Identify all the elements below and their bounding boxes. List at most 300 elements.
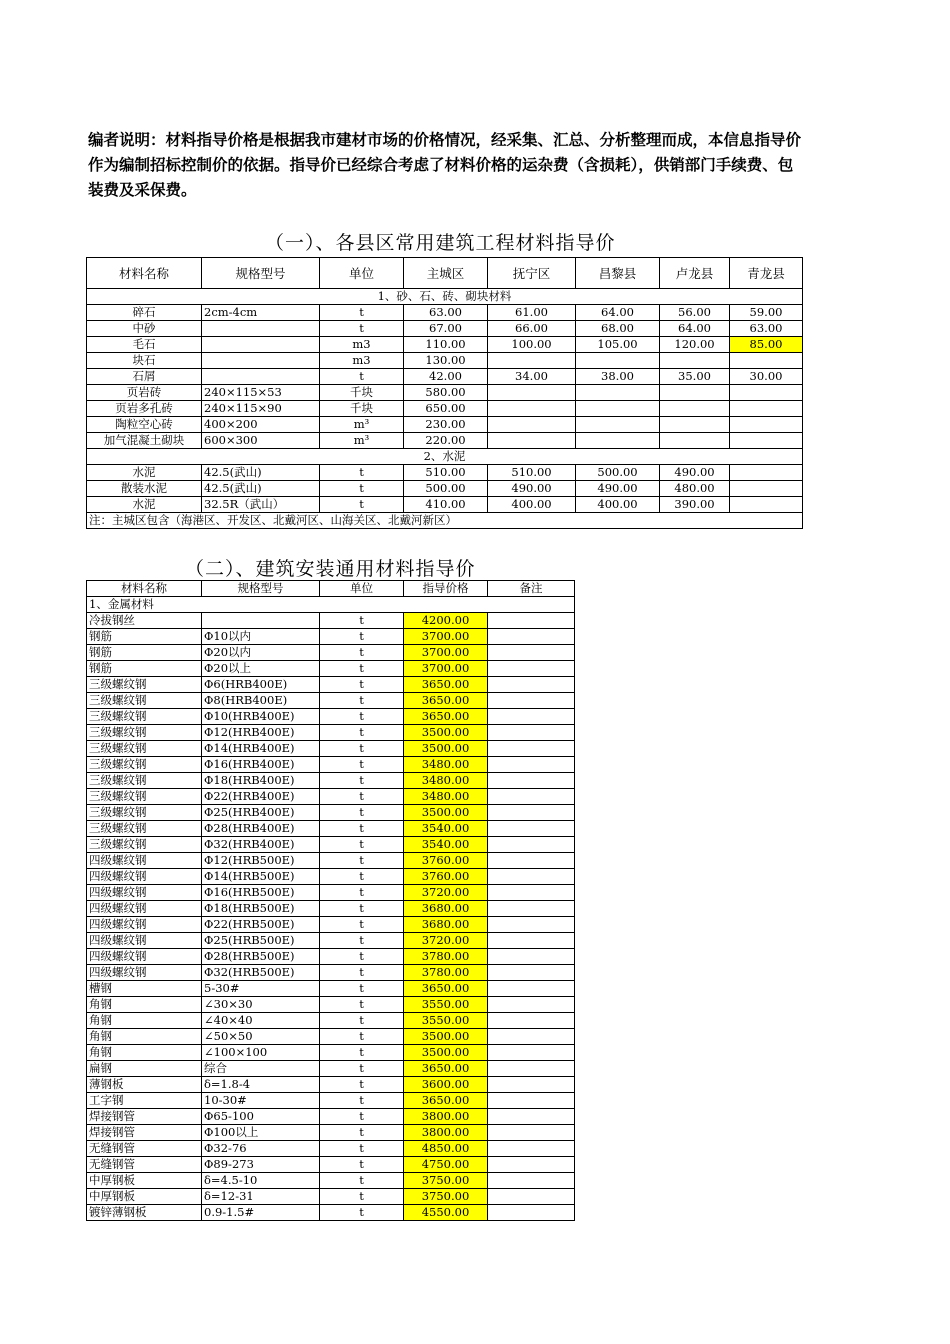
material-name-cell: 无缝钢管 <box>87 1141 202 1157</box>
remark-cell <box>488 661 575 677</box>
price-cell: 3800.00 <box>404 1125 488 1141</box>
spec-cell: Φ18(HRB400E) <box>202 773 320 789</box>
remark-cell <box>488 1061 575 1077</box>
table-note: 注：主城区包含（海港区、开发区、北戴河区、山海关区、北戴河新区） <box>87 513 803 529</box>
table-row <box>87 933 575 949</box>
unit-cell: t <box>320 305 404 321</box>
spec-cell: ∠40×40 <box>202 1013 320 1029</box>
spec-cell: Φ25(HRB400E) <box>202 805 320 821</box>
price-cell: 3650.00 <box>404 693 488 709</box>
unit-cell: t <box>320 709 404 725</box>
remark-cell <box>488 885 575 901</box>
section-label: 2、水泥 <box>87 449 803 465</box>
unit-cell: t <box>320 677 404 693</box>
price-cell: 500.00 <box>576 465 660 481</box>
material-name-cell: 四级螺纹钢 <box>87 949 202 965</box>
price-cell <box>730 401 803 417</box>
unit-cell: t <box>320 757 404 773</box>
price-cell <box>576 353 660 369</box>
remark-cell <box>488 1125 575 1141</box>
remark-cell <box>488 1077 575 1093</box>
remark-cell <box>488 1189 575 1205</box>
price-cell <box>488 433 576 449</box>
material-name-cell: 三级螺纹钢 <box>87 789 202 805</box>
table-row <box>87 965 575 981</box>
table-row <box>87 821 575 837</box>
price-cell: 64.00 <box>576 305 660 321</box>
spec-cell: Φ12(HRB400E) <box>202 725 320 741</box>
remark-cell <box>488 917 575 933</box>
table-row <box>87 869 575 885</box>
table-row <box>87 693 575 709</box>
spec-cell: ∠30×30 <box>202 997 320 1013</box>
material-name-cell: 四级螺纹钢 <box>87 853 202 869</box>
price-cell: 3700.00 <box>404 645 488 661</box>
material-name-cell: 碎石 <box>87 305 202 321</box>
material-name-cell: 四级螺纹钢 <box>87 965 202 981</box>
price-cell <box>660 385 730 401</box>
spec-cell: 32.5R（武山） <box>202 497 320 513</box>
unit-cell: t <box>320 1205 404 1221</box>
price-cell <box>576 385 660 401</box>
price-cell: 110.00 <box>404 337 488 353</box>
unit-cell: m3 <box>320 353 404 369</box>
unit-cell: t <box>320 1125 404 1141</box>
spec-cell: Φ89-273 <box>202 1157 320 1173</box>
remark-cell <box>488 629 575 645</box>
material-name-cell: 槽钢 <box>87 981 202 997</box>
material-name-cell: 钢筋 <box>87 645 202 661</box>
section-row <box>87 289 803 305</box>
material-name-cell: 中厚钢板 <box>87 1189 202 1205</box>
material-name-cell: 四级螺纹钢 <box>87 933 202 949</box>
table-row <box>87 629 575 645</box>
table-row <box>87 1173 575 1189</box>
table-row <box>87 885 575 901</box>
price-cell: 390.00 <box>660 497 730 513</box>
material-name-cell: 中砂 <box>87 321 202 337</box>
price-cell: 3720.00 <box>404 933 488 949</box>
table-row <box>87 465 803 481</box>
table-row <box>87 1061 575 1077</box>
price-cell <box>488 417 576 433</box>
column-header: 单位 <box>320 258 404 289</box>
material-name-cell: 四级螺纹钢 <box>87 885 202 901</box>
price-cell: 3540.00 <box>404 837 488 853</box>
unit-cell: t <box>320 805 404 821</box>
table-row <box>87 305 803 321</box>
remark-cell <box>488 965 575 981</box>
table-row <box>87 805 575 821</box>
material-name-cell: 冷拔钢丝 <box>87 613 202 629</box>
price-cell: 490.00 <box>576 481 660 497</box>
unit-cell: t <box>320 1061 404 1077</box>
table-row <box>87 645 575 661</box>
material-name-cell: 三级螺纹钢 <box>87 693 202 709</box>
material-name-cell: 中厚钢板 <box>87 1173 202 1189</box>
price-cell <box>730 353 803 369</box>
price-cell <box>488 385 576 401</box>
table-row <box>87 497 803 513</box>
price-cell: 67.00 <box>404 321 488 337</box>
spec-cell: Φ6(HRB400E) <box>202 677 320 693</box>
price-cell: 3700.00 <box>404 661 488 677</box>
price-cell <box>488 353 576 369</box>
spec-cell: 10-30# <box>202 1093 320 1109</box>
spec-cell: Φ32(HRB500E) <box>202 965 320 981</box>
price-cell: 4200.00 <box>404 613 488 629</box>
price-cell: 35.00 <box>660 369 730 385</box>
price-cell <box>660 417 730 433</box>
remark-cell <box>488 1141 575 1157</box>
table-row <box>87 613 575 629</box>
material-name-cell: 三级螺纹钢 <box>87 821 202 837</box>
table-row <box>87 1093 575 1109</box>
column-header: 卢龙县 <box>660 258 730 289</box>
spec-cell: δ=1.8-4 <box>202 1077 320 1093</box>
price-cell: 3750.00 <box>404 1189 488 1205</box>
spec-cell: ∠50×50 <box>202 1029 320 1045</box>
table-row <box>87 1157 575 1173</box>
price-cell: 4750.00 <box>404 1157 488 1173</box>
spec-cell: 240×115×90 <box>202 401 320 417</box>
unit-cell: t <box>320 1109 404 1125</box>
price-cell: 3480.00 <box>404 773 488 789</box>
price-cell: 56.00 <box>660 305 730 321</box>
price-cell <box>488 401 576 417</box>
remark-cell <box>488 1093 575 1109</box>
remark-cell <box>488 789 575 805</box>
table-row <box>87 1045 575 1061</box>
table-row <box>87 369 803 385</box>
unit-cell: t <box>320 917 404 933</box>
remark-cell <box>488 997 575 1013</box>
table-row <box>87 1013 575 1029</box>
note-row <box>87 513 803 529</box>
table-row <box>87 353 803 369</box>
remark-cell <box>488 1157 575 1173</box>
material-name-cell: 三级螺纹钢 <box>87 725 202 741</box>
unit-cell: t <box>320 789 404 805</box>
table-row <box>87 725 575 741</box>
material-name-cell: 块石 <box>87 353 202 369</box>
price-cell <box>576 417 660 433</box>
table1-title: （一）、各县区常用建筑工程材料指导价 <box>265 232 616 254</box>
spec-cell: 42.5(武山) <box>202 465 320 481</box>
table-row <box>87 789 575 805</box>
price-cell: 3780.00 <box>404 965 488 981</box>
column-header: 青龙县 <box>730 258 803 289</box>
unit-cell: t <box>320 885 404 901</box>
material-name-cell: 钢筋 <box>87 661 202 677</box>
unit-cell: t <box>320 1077 404 1093</box>
price-cell: 400.00 <box>576 497 660 513</box>
unit-cell: t <box>320 613 404 629</box>
spec-cell: δ=4.5-10 <box>202 1173 320 1189</box>
unit-cell: t <box>320 981 404 997</box>
unit-cell: t <box>320 497 404 513</box>
unit-cell: t <box>320 1093 404 1109</box>
column-header: 材料名称 <box>87 258 202 289</box>
remark-cell <box>488 837 575 853</box>
price-cell: 63.00 <box>404 305 488 321</box>
price-cell: 34.00 <box>488 369 576 385</box>
remark-cell <box>488 1173 575 1189</box>
unit-cell: t <box>320 741 404 757</box>
unit-cell: t <box>320 965 404 981</box>
price-cell <box>576 401 660 417</box>
unit-cell: t <box>320 725 404 741</box>
unit-cell: t <box>320 1173 404 1189</box>
section-label: 1、金属材料 <box>87 597 575 613</box>
remark-cell <box>488 709 575 725</box>
material-name-cell: 薄钢板 <box>87 1077 202 1093</box>
spec-cell <box>202 369 320 385</box>
table-row <box>87 997 575 1013</box>
spec-cell: Φ10(HRB400E) <box>202 709 320 725</box>
table-row <box>87 949 575 965</box>
unit-cell: t <box>320 1013 404 1029</box>
material-name-cell: 无缝钢管 <box>87 1157 202 1173</box>
material-name-cell: 石屑 <box>87 369 202 385</box>
column-header: 规格型号 <box>202 581 320 597</box>
price-cell <box>730 385 803 401</box>
price-cell: 3700.00 <box>404 629 488 645</box>
section-row <box>87 449 803 465</box>
county-price-table <box>86 257 803 529</box>
price-cell <box>730 417 803 433</box>
material-name-cell: 角钢 <box>87 1013 202 1029</box>
column-header: 主城区 <box>404 258 488 289</box>
column-header: 抚宁区 <box>488 258 576 289</box>
price-cell: 510.00 <box>488 465 576 481</box>
price-cell: 105.00 <box>576 337 660 353</box>
price-cell: 490.00 <box>660 465 730 481</box>
table-row <box>87 677 575 693</box>
unit-cell: m³ <box>320 433 404 449</box>
unit-cell: t <box>320 369 404 385</box>
unit-cell: t <box>320 773 404 789</box>
material-name-cell: 焊接钢管 <box>87 1109 202 1125</box>
remark-cell <box>488 1109 575 1125</box>
table-row <box>87 661 575 677</box>
price-cell: 3780.00 <box>404 949 488 965</box>
material-name-cell: 陶粒空心砖 <box>87 417 202 433</box>
price-cell: 510.00 <box>404 465 488 481</box>
remark-cell <box>488 645 575 661</box>
table-row <box>87 1205 575 1221</box>
price-cell: 64.00 <box>660 321 730 337</box>
price-cell: 120.00 <box>660 337 730 353</box>
price-cell: 42.00 <box>404 369 488 385</box>
remark-cell <box>488 1045 575 1061</box>
unit-cell: t <box>320 321 404 337</box>
price-cell <box>730 497 803 513</box>
remark-cell <box>488 773 575 789</box>
spec-cell: Φ12(HRB500E) <box>202 853 320 869</box>
price-cell: 3550.00 <box>404 1013 488 1029</box>
table2-title: （二）、建筑安装通用材料指导价 <box>185 558 476 580</box>
spec-cell <box>202 353 320 369</box>
unit-cell: 千块 <box>320 401 404 417</box>
material-name-cell: 四级螺纹钢 <box>87 869 202 885</box>
column-header: 规格型号 <box>202 258 320 289</box>
material-name-cell: 页岩砖 <box>87 385 202 401</box>
spec-cell: Φ14(HRB400E) <box>202 741 320 757</box>
table-row <box>87 337 803 353</box>
price-cell: 500.00 <box>404 481 488 497</box>
spec-cell: 5-30# <box>202 981 320 997</box>
spec-cell: 42.5(武山) <box>202 481 320 497</box>
price-cell <box>730 481 803 497</box>
table-row <box>87 1109 575 1125</box>
section-row <box>87 597 575 613</box>
price-cell: 3680.00 <box>404 901 488 917</box>
table-row <box>87 1077 575 1093</box>
unit-cell: t <box>320 1045 404 1061</box>
remark-cell <box>488 933 575 949</box>
remark-cell <box>488 805 575 821</box>
material-name-cell: 三级螺纹钢 <box>87 677 202 693</box>
material-name-cell: 三级螺纹钢 <box>87 757 202 773</box>
remark-cell <box>488 1013 575 1029</box>
price-cell: 3500.00 <box>404 1029 488 1045</box>
unit-cell: t <box>320 869 404 885</box>
table-row <box>87 1141 575 1157</box>
table-row <box>87 837 575 853</box>
spec-cell: Φ8(HRB400E) <box>202 693 320 709</box>
price-cell: 3760.00 <box>404 853 488 869</box>
table-row <box>87 709 575 725</box>
material-name-cell: 工字钢 <box>87 1093 202 1109</box>
table-row <box>87 401 803 417</box>
unit-cell: t <box>320 645 404 661</box>
table-row <box>87 321 803 337</box>
material-name-cell: 加气混凝土砌块 <box>87 433 202 449</box>
material-name-cell: 毛石 <box>87 337 202 353</box>
remark-cell <box>488 757 575 773</box>
column-header: 材料名称 <box>87 581 202 597</box>
unit-cell: t <box>320 933 404 949</box>
material-name-cell: 页岩多孔砖 <box>87 401 202 417</box>
remark-cell <box>488 901 575 917</box>
column-header: 指导价格 <box>404 581 488 597</box>
spec-cell: Φ20以内 <box>202 645 320 661</box>
spec-cell: Φ32-76 <box>202 1141 320 1157</box>
material-name-cell: 钢筋 <box>87 629 202 645</box>
price-cell: 3650.00 <box>404 981 488 997</box>
material-name-cell: 角钢 <box>87 1045 202 1061</box>
price-cell: 66.00 <box>488 321 576 337</box>
price-cell: 3800.00 <box>404 1109 488 1125</box>
table-row <box>87 1125 575 1141</box>
unit-cell: t <box>320 1141 404 1157</box>
price-cell: 490.00 <box>488 481 576 497</box>
material-name-cell: 水泥 <box>87 465 202 481</box>
spec-cell: Φ32(HRB400E) <box>202 837 320 853</box>
price-cell: 480.00 <box>660 481 730 497</box>
spec-cell <box>202 613 320 629</box>
price-cell <box>660 433 730 449</box>
remark-cell <box>488 1029 575 1045</box>
price-cell: 3650.00 <box>404 1093 488 1109</box>
table-row <box>87 1189 575 1205</box>
price-cell: 38.00 <box>576 369 660 385</box>
material-name-cell: 三级螺纹钢 <box>87 805 202 821</box>
material-name-cell: 水泥 <box>87 497 202 513</box>
editor-note: 编者说明：材料指导价格是根据我市建材市场的价格情况，经采集、汇总、分析整理而成，本信息指导价作为编制招标控制价的依据。指导价已经综合考虑了材料价格的运杂费（含损耗），供销部门手续费、包装费及采保费。 <box>88 131 802 199</box>
table-row <box>87 901 575 917</box>
price-cell: 3500.00 <box>404 805 488 821</box>
price-cell: 59.00 <box>730 305 803 321</box>
column-header: 昌黎县 <box>576 258 660 289</box>
price-cell: 3550.00 <box>404 997 488 1013</box>
material-name-cell: 角钢 <box>87 1029 202 1045</box>
material-name-cell: 角钢 <box>87 997 202 1013</box>
spec-cell: Φ28(HRB500E) <box>202 949 320 965</box>
spec-cell: Φ20以上 <box>202 661 320 677</box>
spec-cell: Φ18(HRB500E) <box>202 901 320 917</box>
spec-cell: 0.9-1.5# <box>202 1205 320 1221</box>
column-header: 单位 <box>320 581 404 597</box>
table-row <box>87 417 803 433</box>
remark-cell <box>488 853 575 869</box>
spec-cell: Φ22(HRB400E) <box>202 789 320 805</box>
spec-cell: Φ16(HRB500E) <box>202 885 320 901</box>
price-cell: 63.00 <box>730 321 803 337</box>
remark-cell <box>488 677 575 693</box>
material-name-cell: 四级螺纹钢 <box>87 901 202 917</box>
spec-cell: 综合 <box>202 1061 320 1077</box>
material-name-cell: 焊接钢管 <box>87 1125 202 1141</box>
price-cell: 68.00 <box>576 321 660 337</box>
price-cell: 85.00 <box>730 337 803 353</box>
remark-cell <box>488 613 575 629</box>
remark-cell <box>488 869 575 885</box>
spec-cell: Φ25(HRB500E) <box>202 933 320 949</box>
table-row <box>87 741 575 757</box>
spec-cell: δ=12-31 <box>202 1189 320 1205</box>
unit-cell: 千块 <box>320 385 404 401</box>
spec-cell: ∠100×100 <box>202 1045 320 1061</box>
spec-cell <box>202 321 320 337</box>
table-row <box>87 1029 575 1045</box>
price-cell: 3500.00 <box>404 1045 488 1061</box>
table-row <box>87 385 803 401</box>
material-name-cell: 散装水泥 <box>87 481 202 497</box>
material-name-cell: 三级螺纹钢 <box>87 741 202 757</box>
price-cell: 410.00 <box>404 497 488 513</box>
spec-cell: 600×300 <box>202 433 320 449</box>
unit-cell: t <box>320 837 404 853</box>
table1-header-row <box>87 258 803 289</box>
price-cell: 3720.00 <box>404 885 488 901</box>
remark-cell <box>488 725 575 741</box>
price-cell: 61.00 <box>488 305 576 321</box>
material-name-cell: 三级螺纹钢 <box>87 709 202 725</box>
general-material-price-table <box>86 580 575 1221</box>
price-cell: 3540.00 <box>404 821 488 837</box>
column-header: 备注 <box>488 581 575 597</box>
remark-cell <box>488 981 575 997</box>
price-cell: 4550.00 <box>404 1205 488 1221</box>
table-row <box>87 853 575 869</box>
spec-cell: Φ28(HRB400E) <box>202 821 320 837</box>
spec-cell: 240×115×53 <box>202 385 320 401</box>
spec-cell: Φ10以内 <box>202 629 320 645</box>
price-cell: 3500.00 <box>404 725 488 741</box>
price-cell <box>660 353 730 369</box>
